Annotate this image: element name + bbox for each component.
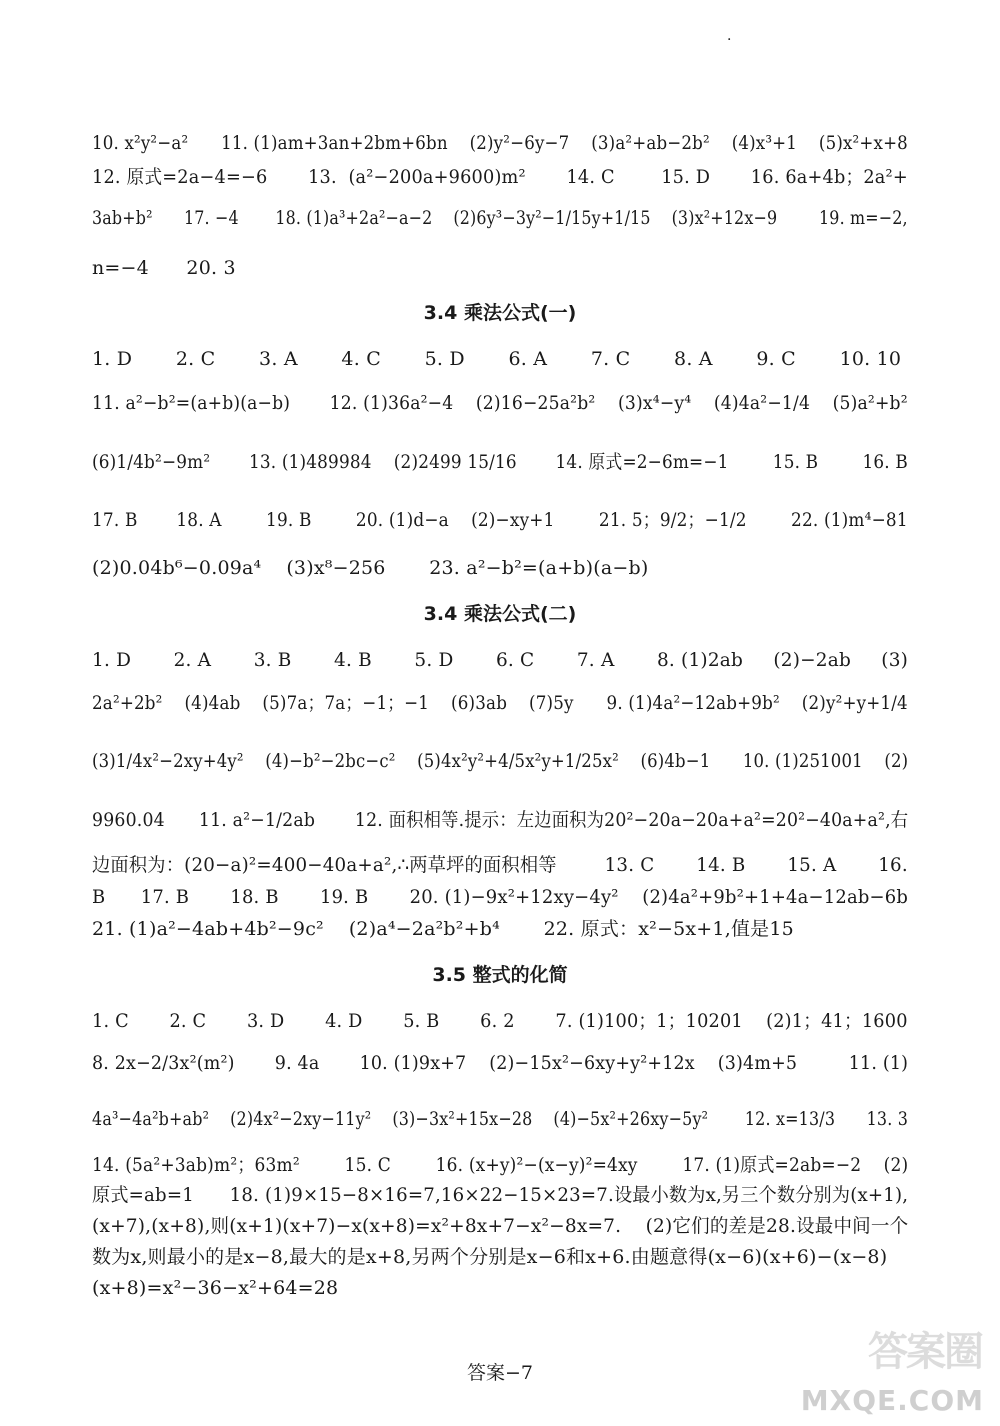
answer-line: (2)0.04b⁶−0.09a⁴ (3)x⁸−256 23. a²−b²=(a+b)(a−b) xyxy=(92,557,649,579)
answer-line: 12. 原式=2a−4=−6 13. (a²−200a+9600)m² 14. C 15. D 16. 6a+4b；2a²+ xyxy=(92,166,908,188)
section-title: 3.4 乘法公式(二) xyxy=(423,603,577,625)
answer-line: B 17. B 18. B 19. B 20. (1)−9x²+12xy−4y² (2)4a²+9b²+1+4a−12ab−6b xyxy=(92,886,909,908)
watermark-url: MXQE.COM xyxy=(800,1384,984,1417)
answer-line: 3ab+b² 17. −4 18. (1)a³+2a²−a−2 (2)6y³−3y²−1/15y+1/15 (3)x²+12x−9 19. m=−2, xyxy=(92,207,908,229)
answer-line: 4a³−4a²b+ab² (2)4x²−2xy−11y² (3)−3x²+15x−28 (4)−5x²+26xy−5y² 12. x=13/3 13. 3 xyxy=(92,1108,909,1130)
watermark-text: 答案圈 xyxy=(868,1329,982,1375)
answer-line: n=−4 20. 3 xyxy=(92,257,236,279)
answer-line: (6)1/4b²−9m² 13. (1)489984 (2)2499 15/16 14. 原式=2−6m=−1 15. B 16. B xyxy=(92,451,908,473)
section-title: 3.4 乘法公式(一) xyxy=(423,302,577,324)
answer-line: 1. D 2. A 3. B 4. B 5. D 6. C 7. A 8. (1)2ab (2)−2ab (3) xyxy=(92,649,909,671)
page-marker: · xyxy=(727,32,732,48)
answer-line: 1. D 2. C 3. A 4. C 5. D 6. A 7. C 8. A 9. C 10. 10 xyxy=(92,348,902,370)
answer-line: 1. C 2. C 3. D 4. D 5. B 6. 2 7. (1)100；1；10201 (2)1；41；1600 xyxy=(92,1010,908,1032)
answer-line: 21. (1)a²−4ab+4b²−9c² (2)a⁴−2a²b²+b⁴ 22. 原式：x²−5x+1,值是15 xyxy=(92,918,794,940)
answer-line: 11. a²−b²=(a+b)(a−b) 12. (1)36a²−4 (2)16−25a²b² (3)x⁴−y⁴ (4)4a²−1/4 (5)a²+b² xyxy=(92,392,908,414)
answer-line: 9960.04 11. a²−1/2ab 12. 面积相等.提示：左边面积为20²−20a−20a+a²=20²−40a+a²,右 xyxy=(92,809,909,831)
answer-line: 8. 2x−2/3x²(m²) 9. 4a 10. (1)9x+7 (2)−15x²−6xy+y²+12x (3)4m+5 11. (1) xyxy=(92,1052,909,1074)
watermark-logo xyxy=(800,1328,986,1417)
answer-line: 14. (5a²+3ab)m²；63m² 15. C 16. (x+y)²−(x−y)²=4xy 17. (1)原式=2ab=−2 (2) xyxy=(92,1154,909,1176)
page-footer: 答案−7 xyxy=(466,1362,533,1384)
section-title: 3.5 整式的化简 xyxy=(432,964,568,986)
answer-line: 17. B 18. A 19. B 20. (1)d−a (2)−xy+1 21. 5；9/2；−1/2 22. (1)m⁴−81 xyxy=(92,509,908,531)
answer-line: 原式=ab=1 18. (1)9×15−8×16=7,16×22−15×23=7.设最小数为x,另三个数分别为(x+1), xyxy=(92,1184,909,1206)
answer-line: (x+7),(x+8),则(x+1)(x+7)−x(x+8)=x²+8x+7−x²−8x=7. (2)它们的差是28.设最中间一个 xyxy=(92,1215,909,1237)
answer-line: 2a²+2b² (4)4ab (5)7a；7a；−1；−1 (6)3ab (7)5y 9. (1)4a²−12ab+9b² (2)y²+y+1/4 xyxy=(92,692,908,714)
answer-line: 数为x,则最小的是x−8,最大的是x+8,另两个分别是x−6和x+6.由题意得(x−6)(x+6)−(x−8) xyxy=(92,1246,888,1268)
answer-line: (3)1/4x²−2xy+4y² (4)−b²−2bc−c² (5)4x²y²+4/5x²y+1/25x² (6)4b−1 10. (1)251001 (2) xyxy=(92,750,909,772)
answer-line: (x+8)=x²−36−x²+64=28 xyxy=(92,1277,339,1299)
answer-line: 边面积为：(20−a)²=400−40a+a²,∴两草坪的面积相等 13. C 14. B 15. A 16. xyxy=(92,854,908,876)
answer-line: 10. x²y²−a² 11. (1)am+3an+2bm+6bn (2)y²−6y−7 (3)a²+ab−2b² (4)x³+1 (5)x²+x+8 xyxy=(92,132,908,154)
